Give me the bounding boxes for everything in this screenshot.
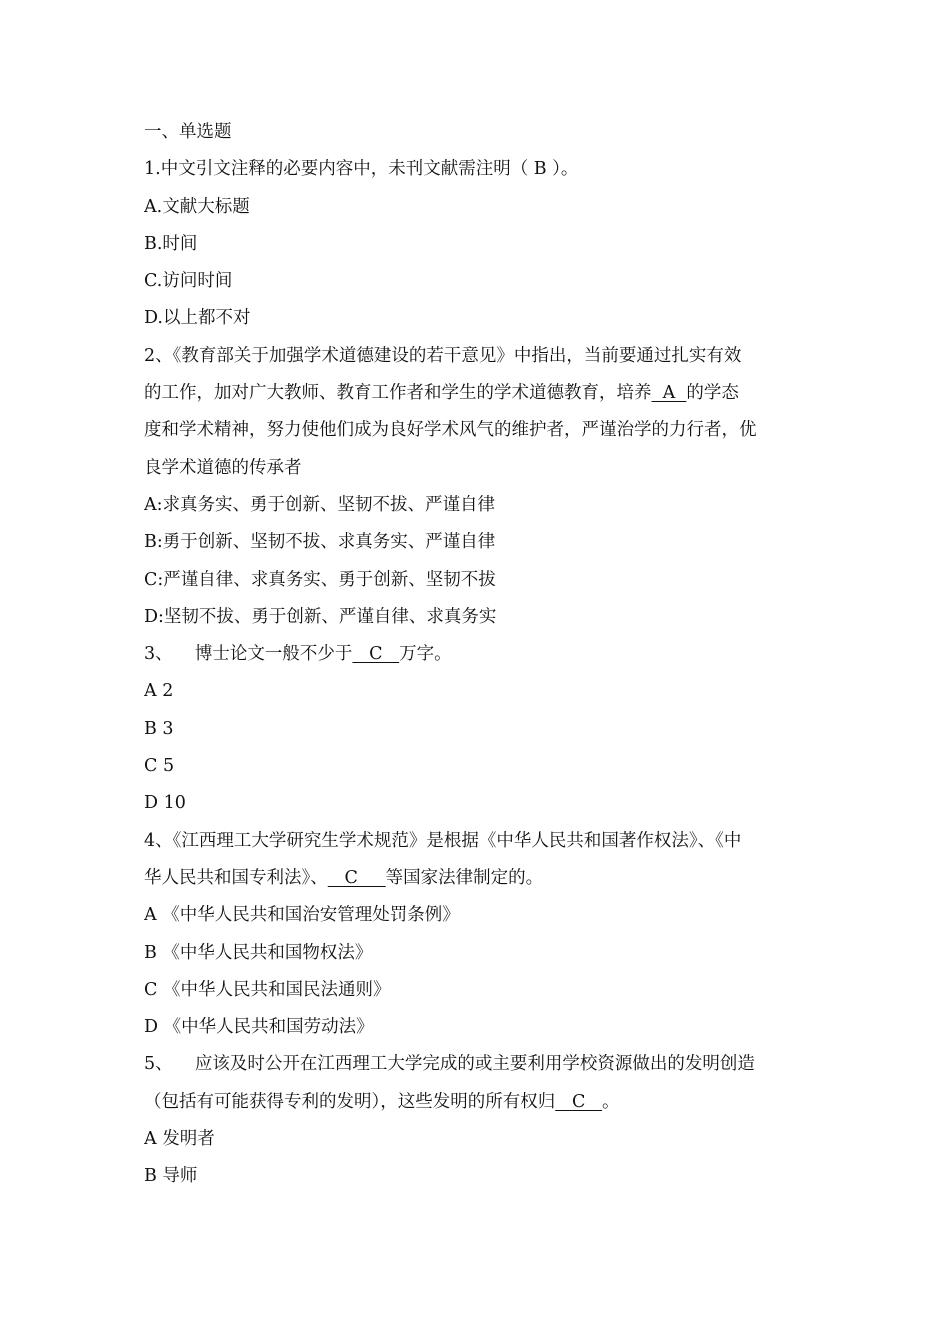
option-b: B 3	[144, 718, 174, 739]
question-5	[144, 1046, 812, 1195]
option-d: D 《中华人民共和国劳动法》	[144, 1017, 374, 1038]
question-4	[144, 823, 812, 1047]
option-d: D:坚韧不拔、勇于创新、严谨自律、求真务实	[144, 606, 497, 627]
option-a: A 2	[144, 681, 174, 702]
option-d: D.以上都不对	[144, 308, 251, 329]
question-text: （包括有可能获得专利的发明），这些发明的所有权归 C 。	[144, 1091, 620, 1112]
question-2	[144, 338, 812, 636]
question-text: 度和学术精神，努力使他们成为良好学术风气的维护者，严谨治学的力行者，优	[144, 420, 757, 441]
option-a: A.文献大标题	[144, 196, 250, 217]
option-b: B 导师	[144, 1166, 198, 1187]
option-c: C.访问时间	[144, 271, 233, 292]
answer-blank: A	[651, 383, 687, 404]
question-text: 1.中文引文注释的必要内容中，未刊文献需注明（ B ）。	[144, 159, 579, 180]
question-text: 3、 博士论文一般不少于 C 万字。	[144, 644, 452, 665]
question-text: 4、《江西理工大学研究生学术规范》是根据《中华人民共和国著作权法》、《中	[144, 830, 742, 851]
option-a: A 《中华人民共和国治安管理处罚条例》	[144, 905, 460, 926]
document-page	[144, 114, 812, 1196]
question-text: 华人民共和国专利法》、 C 等国家法律制定的。	[144, 867, 544, 888]
option-b: B 《中华人民共和国物权法》	[144, 942, 373, 963]
option-c: C 5	[144, 756, 175, 777]
question-text: 2、《教育部关于加强学术道德建设的若干意见》中指出，当前要通过扎实有效	[144, 345, 742, 366]
option-b: B.时间	[144, 233, 198, 254]
answer-blank: C	[327, 867, 386, 888]
question-1	[144, 151, 812, 337]
option-b: B:勇于创新、坚韧不拔、求真务实、严谨自律	[144, 532, 496, 553]
answer-blank: C	[352, 644, 400, 665]
question-text: 5、 应该及时公开在江西理工大学完成的或主要利用学校资源做出的发明创造	[144, 1054, 755, 1075]
option-d: D 10	[144, 793, 186, 814]
answer-blank: C	[555, 1091, 603, 1112]
option-c: C:严谨自律、求真务实、勇于创新、坚韧不拔	[144, 569, 496, 590]
section-title: 一、单选题	[144, 122, 232, 142]
option-a: A:求真务实、勇于创新、坚韧不拔、严谨自律	[144, 494, 496, 515]
option-a: A 发明者	[144, 1129, 215, 1150]
question-text: 的工作，加对广大教师、教育工作者和学生的学术道德教育，培养 A 的学态	[144, 383, 739, 404]
option-c: C 《中华人民共和国民法通则》	[144, 979, 391, 1000]
question-3	[144, 636, 812, 822]
question-text: 良学术道德的传承者	[144, 457, 302, 478]
